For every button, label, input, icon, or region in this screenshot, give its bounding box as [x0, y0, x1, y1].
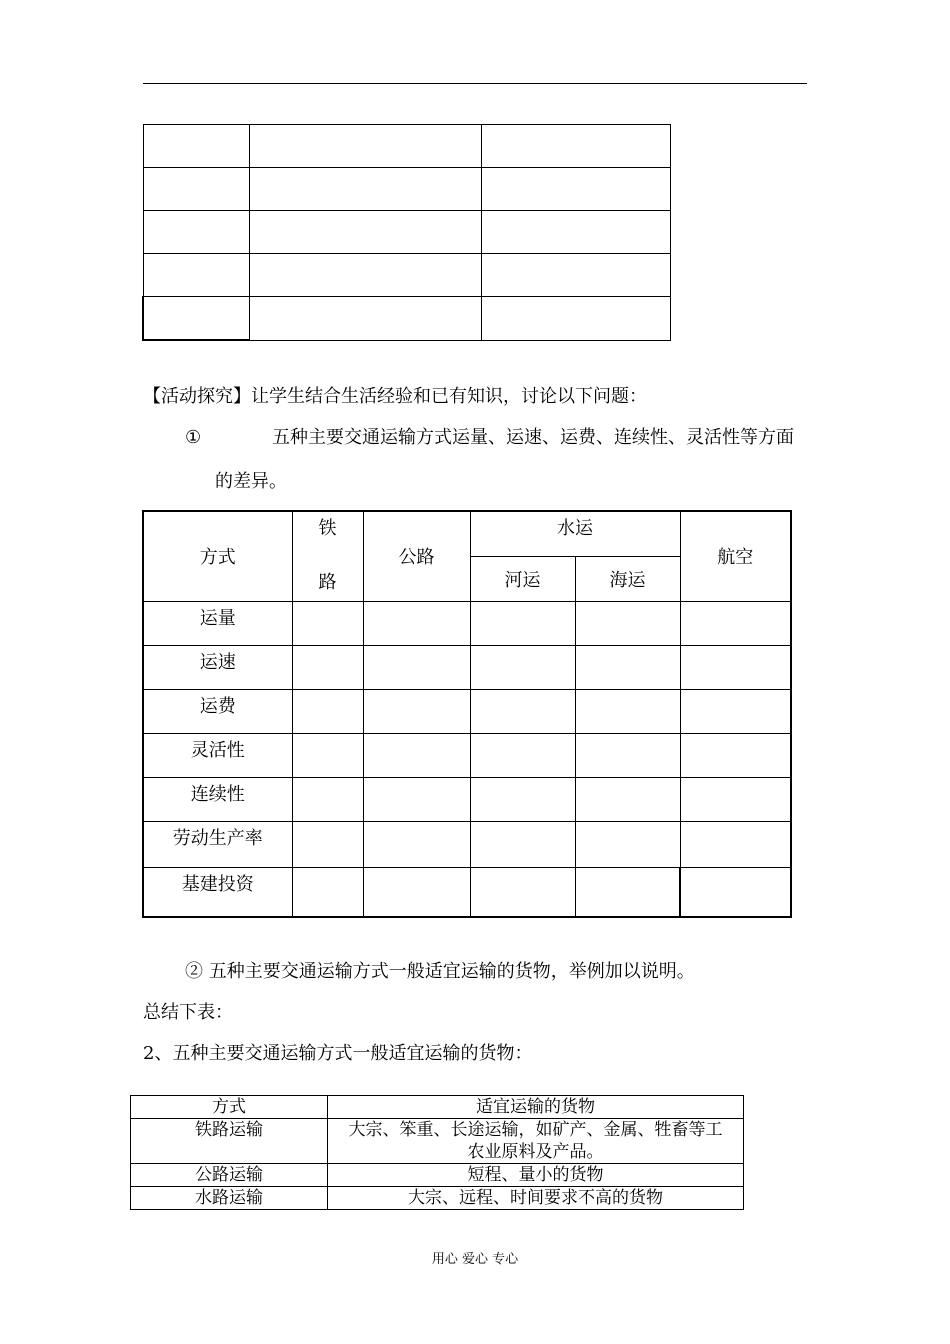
row-label-continuity: 连续性: [143, 777, 292, 821]
table-row: [143, 867, 791, 917]
header-rule: [143, 83, 807, 84]
empty-table: [142, 124, 671, 341]
header-road: 公路: [363, 511, 470, 601]
goods-table: [130, 1095, 744, 1210]
question-2-text: ② 五种主要交通运输方式一般适宜运输的货物，举例加以说明。: [185, 961, 695, 982]
question-1-text: 五种主要交通运输方式运量、运速、运费、连续性、灵活性等方面: [272, 427, 794, 448]
table-row: [143, 297, 670, 341]
header-rail-bottom: 路: [318, 572, 337, 593]
table-row: [143, 645, 791, 689]
goods-row-mode: 水路运输: [131, 1187, 328, 1210]
table-row: [143, 254, 670, 297]
row-label-productivity: 劳动生产率: [143, 821, 292, 867]
table-row: [131, 1187, 744, 1210]
header-rail-top: 铁: [318, 518, 337, 539]
header-river: 河运: [470, 556, 575, 601]
table-row: [143, 777, 791, 821]
row-label-volume: 运量: [143, 601, 292, 645]
header-sea: 海运: [575, 556, 680, 601]
row-label-investment: 基建投资: [143, 867, 292, 917]
goods-row-goods: [328, 1119, 744, 1164]
table-row: [143, 733, 791, 777]
table-row: [143, 125, 670, 168]
table-row: [131, 1096, 744, 1119]
table-row: [143, 821, 791, 867]
question-1-number: ①: [185, 427, 202, 448]
table-row: [143, 168, 670, 211]
table-row: [143, 689, 791, 733]
goods-row-mode: 铁路运输: [131, 1119, 328, 1164]
question-1-text-continued: 的差异。: [215, 471, 287, 492]
header-rail: [292, 511, 363, 601]
goods-line: 大宗、笨重、长途运输，如矿产、金属、牲畜等工: [348, 1120, 723, 1140]
activity-heading: 【活动探究】让学生结合生活经验和已有知识，讨论以下问题：: [143, 386, 647, 407]
table-row: [143, 211, 670, 254]
table-row: [131, 1164, 744, 1187]
row-label-flexibility: 灵活性: [143, 733, 292, 777]
header-water: 水运: [470, 511, 680, 556]
goods-header-mode: 方式: [131, 1096, 328, 1119]
table-row: [143, 601, 791, 645]
goods-row-goods: 短程、量小的货物: [328, 1164, 744, 1187]
row-label-cost: 运费: [143, 689, 292, 733]
table-row: [131, 1119, 744, 1164]
section-heading-2: 2、五种主要交通运输方式一般适宜运输的货物：: [143, 1043, 533, 1064]
goods-row-goods: 大宗、远程、时间要求不高的货物: [328, 1187, 744, 1210]
goods-line: 农业原料及产品。: [467, 1142, 604, 1162]
goods-header-goods: 适宜运输的货物: [328, 1096, 744, 1119]
row-label-speed: 运速: [143, 645, 292, 689]
goods-row-mode: 公路运输: [131, 1164, 328, 1187]
header-mode: 方式: [143, 511, 292, 601]
comparison-table: [142, 510, 792, 918]
header-air: 航空: [680, 511, 791, 601]
summary-label: 总结下表：: [143, 1002, 233, 1023]
page-footer: 用心 爱心 专心: [431, 1252, 519, 1267]
